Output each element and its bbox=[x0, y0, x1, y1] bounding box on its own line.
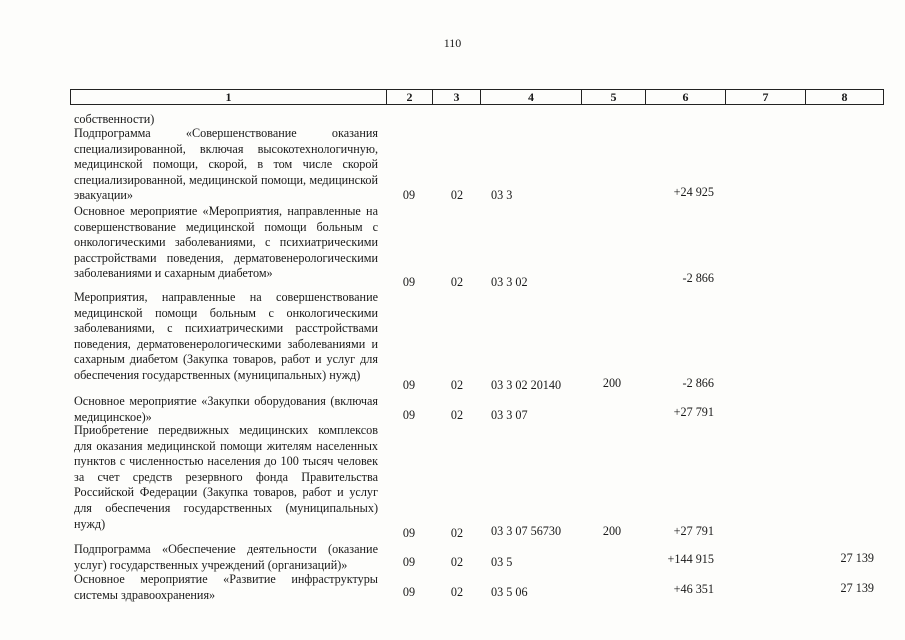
row-description: Подпрограмма «Совершенствование оказания специализированной, включая высокотехнологичную, медицинской помощи, скорой, в том числе скорой специализированной, медицинской помощи, медицинской эвакуации» bbox=[74, 126, 378, 203]
column-header-3: 3 bbox=[433, 90, 481, 105]
subsection-code: 02 bbox=[450, 408, 464, 422]
column-header-1: 1 bbox=[71, 90, 387, 105]
amount-change: +24 925 bbox=[673, 185, 714, 199]
section-code: 09 bbox=[402, 275, 416, 289]
target-article-code: 03 5 bbox=[491, 555, 513, 569]
expense-type-code: 200 bbox=[602, 376, 622, 390]
target-article-code: 03 3 02 20140 bbox=[491, 378, 562, 392]
page-number: 110 bbox=[443, 36, 462, 50]
section-code: 09 bbox=[402, 585, 416, 599]
column-header-table bbox=[70, 89, 884, 105]
amount-change: +46 351 bbox=[673, 582, 714, 596]
amount-change: +27 791 bbox=[673, 524, 714, 538]
row-description: Подпрограмма «Обеспечение деятельности (оказание услуг) государственных учреждений (организаций)» bbox=[74, 542, 378, 572]
section-code: 09 bbox=[402, 188, 416, 202]
section-code: 09 bbox=[402, 555, 416, 569]
section-code: 09 bbox=[402, 408, 416, 422]
subsection-code: 02 bbox=[450, 585, 464, 599]
subsection-code: 02 bbox=[450, 378, 464, 392]
row-description: Основное мероприятие «Развитие инфраструктуры системы здравоохранения» bbox=[74, 572, 378, 602]
subsection-code: 02 bbox=[450, 275, 464, 289]
subsection-code: 02 bbox=[450, 526, 464, 540]
column-header-6: 6 bbox=[646, 90, 726, 105]
target-article-code: 03 3 07 56730 bbox=[491, 524, 562, 538]
amount-change: -2 866 bbox=[682, 376, 714, 390]
amount-change: +144 915 bbox=[667, 552, 714, 566]
column-header-5: 5 bbox=[582, 90, 646, 105]
amount-column-8: 27 139 bbox=[840, 581, 874, 595]
target-article-code: 03 3 bbox=[491, 188, 513, 202]
subsection-code: 02 bbox=[450, 555, 464, 569]
target-article-code: 03 3 02 bbox=[491, 275, 528, 289]
row-description: Мероприятия, направленные на совершенствование медицинской помощи больным с онкологическими заболеваниями, с психиатрическими расстройствами поведения, дерматовенерологическими заболеваниями и сахарным диабетом (Закупка товаров, работ и услуг для обеспечения государственных (муниципальных) нужд) bbox=[74, 290, 378, 382]
column-header-7: 7 bbox=[726, 90, 806, 105]
amount-change: -2 866 bbox=[682, 271, 714, 285]
amount-column-8: 27 139 bbox=[840, 551, 874, 565]
section-code: 09 bbox=[402, 526, 416, 540]
section-code: 09 bbox=[402, 378, 416, 392]
expense-type-code: 200 bbox=[602, 524, 622, 538]
row-description: Приобретение передвижных медицинских комплексов для оказания медицинской помощи жителям населенных пунктов с численностью населения до 100 тысяч человек за счет средств резервного фонда Правительства Российской Федерации (Закупка товаров, работ и услуг для обеспечения государственных (муниципальных) нужд) bbox=[74, 423, 378, 531]
subsection-code: 02 bbox=[450, 188, 464, 202]
row-description: собственности) bbox=[74, 112, 155, 126]
amount-change: +27 791 bbox=[673, 405, 714, 419]
column-header-8: 8 bbox=[806, 90, 884, 105]
column-header-4: 4 bbox=[481, 90, 582, 105]
column-header-2: 2 bbox=[387, 90, 433, 105]
row-description: Основное мероприятие «Мероприятия, направленные на совершенствование медицинской помощи больным с онкологическими заболеваниями, с психиатрическими расстройствами поведения, дерматовенерологическими заболеваниями и сахарным диабетом» bbox=[74, 204, 378, 281]
target-article-code: 03 5 06 bbox=[491, 585, 528, 599]
target-article-code: 03 3 07 bbox=[491, 408, 528, 422]
row-description: Основное мероприятие «Закупки оборудования (включая медицинское)» bbox=[74, 394, 378, 424]
